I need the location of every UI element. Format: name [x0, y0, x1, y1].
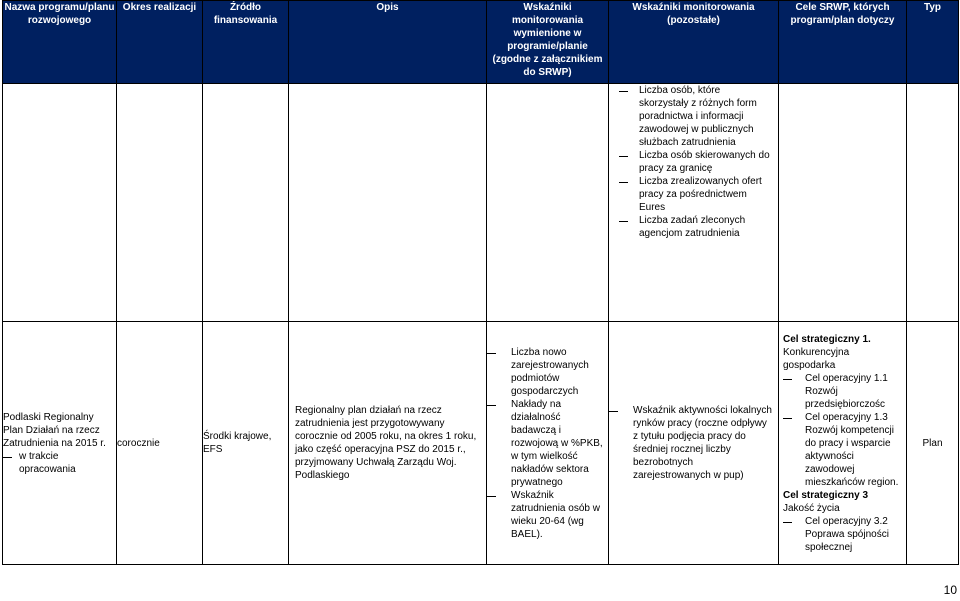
cell-program-name — [3, 322, 117, 565]
cell-empty — [779, 84, 907, 322]
strategic-goal-3-name: Jakość życia — [783, 502, 840, 514]
header-row — [3, 1, 959, 84]
list-item: Nakłady na działalność badawczą i rozwojową w %PKB, w tym wielkość nakładów sektora prywatnego — [487, 398, 604, 489]
list-item: Liczba osób skierowanych do pracy za granicę — [619, 149, 770, 175]
header-other-indicators: Wskaźniki monitorowania (pozostałe) — [609, 1, 779, 84]
header-description: Opis — [289, 1, 487, 84]
header-srwp-goals: Cele SRWP, których program/plan dotyczy — [779, 1, 907, 84]
strategic-goal-3-label: Cel strategiczny 3 — [783, 489, 869, 501]
cell-empty — [203, 84, 289, 322]
strategic-goal-1-name: Konkurencyjna gospodarka — [783, 346, 850, 371]
program-status: w trakcie opracowania — [3, 450, 116, 476]
cell-other-indicators — [609, 322, 779, 565]
table-row — [3, 322, 959, 565]
header-srwp-indicators: Wskaźniki monitorowania wymienione w programie/planie (zgodne z załącznikiem do SRWP) — [487, 1, 609, 84]
list-item: Liczba osób, które skorzystały z różnych form poradnictwa i informacji zawodowej w publicznych służbach zatrudnienia — [619, 84, 770, 149]
list-item: Cel operacyjny 3.2 Poprawa spójności społecznej — [783, 515, 904, 554]
list-item: Liczba zrealizowanych ofert pracy za pośrednictwem Eures — [619, 175, 770, 214]
header-type: Typ — [907, 1, 959, 84]
cell-other-indicators — [609, 84, 779, 322]
cell-empty — [487, 84, 609, 322]
list-item: Liczba zadań zleconych agencjom zatrudnienia — [619, 214, 770, 240]
cell-empty — [907, 84, 959, 322]
program-name: Podlaski Regionalny Plan Działań na rzecz Zatrudnienia na 2015 r. — [3, 411, 106, 449]
cell-empty — [117, 84, 203, 322]
list-item: Cel operacyjny 1.3 Rozwój kompetencji do pracy i wsparcie aktywności zawodowej mieszkańców region. — [783, 411, 904, 489]
list-item: Wskaźnik zatrudnienia osób w wieku 20-64 (wg BAEL). — [487, 489, 604, 541]
header-funding: Źródło finansowania — [203, 1, 289, 84]
list-item: Liczba nowo zarejestrowanych podmiotów gospodarczych — [487, 346, 604, 398]
cell-period: corocznie — [117, 322, 203, 565]
list-item: Wskaźnik aktywności lokalnych rynków pracy (roczne odpływy z tytułu podjęcia pracy do średniej rocznej liczby bezrobotnych zarejestrowanych w pup) — [609, 404, 772, 482]
cell-empty — [289, 84, 487, 322]
cell-funding: Środki krajowe, EFS — [203, 322, 289, 565]
table-row — [3, 84, 959, 322]
cell-type: Plan — [907, 322, 959, 565]
strategic-goal-1-label: Cel strategiczny 1. — [783, 333, 871, 345]
header-program-name: Nazwa programu/planu rozwojowego — [3, 1, 117, 84]
cell-srwp-indicators — [487, 322, 609, 565]
cell-empty — [3, 84, 117, 322]
list-item: Cel operacyjny 1.1 Rozwój przedsiębiorczośc — [783, 372, 904, 411]
cell-description: Regionalny plan działań na rzecz zatrudnienia jest przygotowywany corocznie od 2005 roku, na okres 1 roku, jako część operacyjna PSZ do 2015 r., przyjmowany Uchwałą Zarządu Woj. Podlaskiego — [289, 322, 487, 565]
programs-table — [2, 0, 959, 565]
cell-srwp-goals — [779, 322, 907, 565]
page-number: 10 — [943, 583, 957, 597]
header-period: Okres realizacji — [117, 1, 203, 84]
